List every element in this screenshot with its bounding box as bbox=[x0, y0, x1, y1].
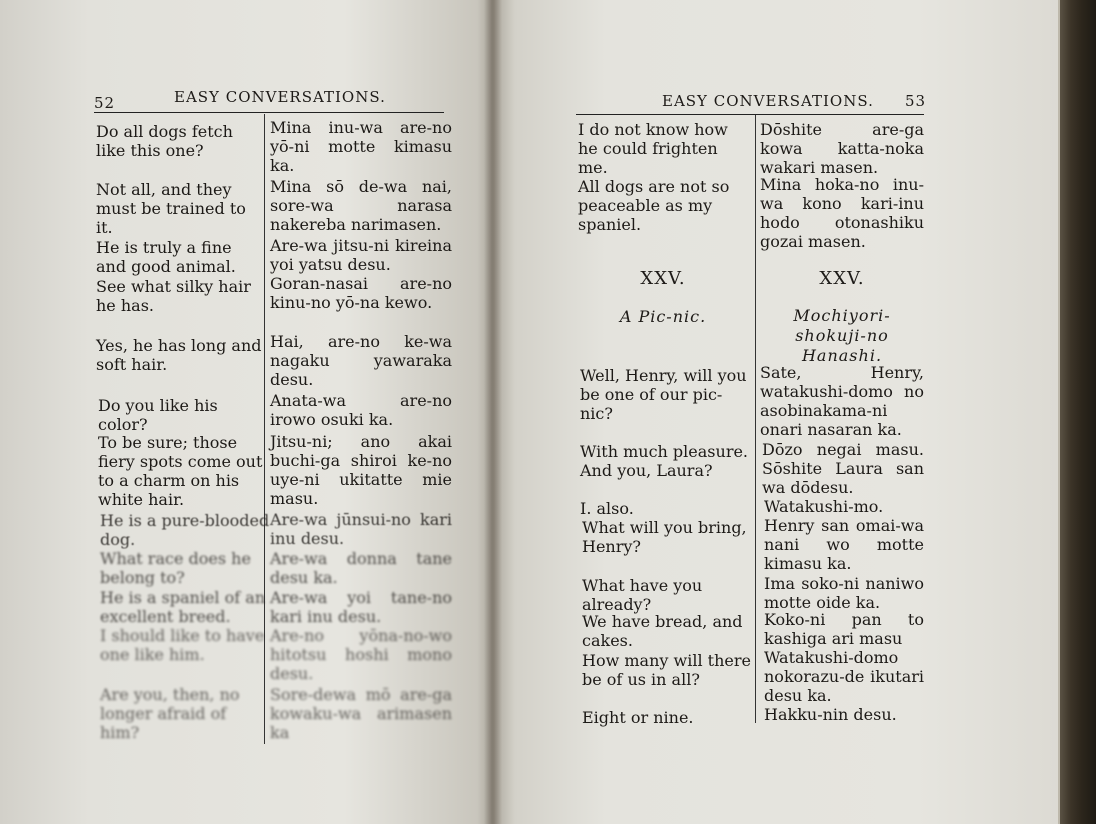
left-row-3-japanese: Are-wa jitsu-ni kireina yoi yatsu desu. bbox=[270, 236, 452, 274]
right-running-head: EASY CONVERSATIONS. bbox=[662, 92, 874, 110]
left-row-9-japanese: Are-wa donna tane desu ka. bbox=[270, 549, 452, 587]
section-title-english: A Pic-nic. bbox=[619, 307, 707, 326]
left-header-rule bbox=[94, 112, 444, 113]
left-row-8-english: He is a pure-blooded dog. bbox=[100, 511, 270, 549]
right-row-1-japanese: Dōshite are-ga kowa katta-noka wakari masen. bbox=[760, 120, 924, 177]
left-row-12-japanese: Sore-dewa mō are-ga kowaku-wa arimasen ka bbox=[270, 685, 452, 742]
left-row-5-english: Yes, he has long and soft hair. bbox=[96, 336, 262, 374]
left-running-head: EASY CONVERSATIONS. bbox=[174, 88, 386, 106]
right-row-6-english: What will you bring, Henry? bbox=[582, 518, 747, 556]
left-row-10-english: He is a spaniel of an excellent breed. bbox=[100, 588, 266, 626]
right-row-5-japanese: Watakushi-mo. bbox=[764, 497, 884, 516]
left-row-6-english: Do you like his color? bbox=[98, 396, 218, 434]
right-row-1-english: I do not know how he could frighten me. bbox=[578, 120, 728, 177]
right-row-3-english: Well, Henry, will you be one of our pic-nic? bbox=[580, 366, 747, 423]
right-row-7-japanese: Ima soko-ni naniwo motte oide ka. bbox=[764, 574, 924, 612]
left-row-3-english: He is truly a fine and good animal. bbox=[96, 238, 236, 276]
left-row-6-japanese: Anata-wa are-no irowo osuki ka. bbox=[270, 391, 452, 429]
book-cover-edge bbox=[1060, 0, 1096, 824]
left-row-11-english: I should like to have one like him. bbox=[100, 626, 265, 664]
right-row-8-english: We have bread, and cakes. bbox=[582, 612, 743, 650]
right-row-8-japanese: Koko-ni pan to kashiga ari masu bbox=[764, 610, 924, 648]
right-row-6-japanese: Henry san omai-wa nani wo motte kimasu ka. bbox=[764, 516, 924, 573]
right-row-10-japanese: Hakku-nin desu. bbox=[764, 705, 897, 724]
left-row-10-japanese: Are-wa yoi tane-no kari inu desu. bbox=[270, 588, 452, 626]
right-row-2-english: All dogs are not so peaceable as my spaniel. bbox=[578, 177, 730, 234]
left-row-8-japanese: Are-wa jūnsui-no kari inu desu. bbox=[270, 510, 452, 548]
section-number-english: XXV. bbox=[640, 268, 686, 289]
left-row-12-english: Are you, then, no longer afraid of him? bbox=[100, 685, 240, 742]
right-row-9-japanese: Watakushi-domo nokorazu-de ikutari desu ka. bbox=[764, 648, 924, 705]
book-gutter bbox=[484, 0, 502, 824]
left-row-4-english: See what silky hair he has. bbox=[96, 277, 251, 315]
left-row-5-japanese: Hai, are-no ke-wa nagaku yawaraka desu. bbox=[270, 332, 452, 389]
left-row-9-english: What race does he belong to? bbox=[100, 549, 251, 587]
right-row-9-english: How many will there be of us in all? bbox=[582, 651, 751, 689]
right-header-rule bbox=[576, 114, 924, 115]
left-row-7-japanese: Jitsu-ni; ano akai buchi-ga shiroi ke-no uye-ni ukitatte mie masu. bbox=[270, 432, 452, 508]
right-row-10-english: Eight or nine. bbox=[582, 708, 694, 727]
left-page-number: 52 bbox=[94, 94, 116, 112]
right-row-3-japanese: Sate, Henry, watakushi-domo no asobinakama-ni onari nasaran ka. bbox=[760, 363, 924, 439]
right-row-2-japanese: Mina hoka-no inu-wa kono kari-inu hodo otonashiku gozai masen. bbox=[760, 175, 924, 251]
right-column-divider bbox=[755, 115, 756, 723]
left-row-2-japanese: Mina sō de-wa nai, sore-wa narasa nakereba narimasen. bbox=[270, 177, 452, 234]
right-row-4-japanese: Dōzo negai masu. Sōshite Laura san wa dōdesu. bbox=[762, 440, 924, 497]
left-row-11-japanese: Are-no yōna-no-wo hitotsu hoshi mono desu. bbox=[270, 626, 452, 683]
left-row-7-english: To be sure; those fiery spots come out to a charm on his white hair. bbox=[98, 433, 263, 509]
right-row-7-english: What have you already? bbox=[582, 576, 703, 614]
left-row-1-japanese: Mina inu-wa are-no yō-ni motte kimasu ka. bbox=[270, 118, 452, 175]
section-title-japanese: Mochiyori-shokuji-no Hanashi. bbox=[793, 306, 891, 365]
section-number-japanese: XXV. bbox=[819, 268, 865, 289]
left-row-4-japanese: Goran-nasai are-no kinu-no yō-na kewo. bbox=[270, 274, 452, 312]
right-row-5-english: I. also. bbox=[580, 499, 634, 518]
right-page-number: 53 bbox=[905, 92, 927, 110]
left-row-2-english: Not all, and they must be trained to it. bbox=[96, 180, 246, 237]
left-row-1-english: Do all dogs fetch like this one? bbox=[96, 122, 233, 160]
right-row-4-english: With much pleasure. And you, Laura? bbox=[580, 442, 749, 480]
